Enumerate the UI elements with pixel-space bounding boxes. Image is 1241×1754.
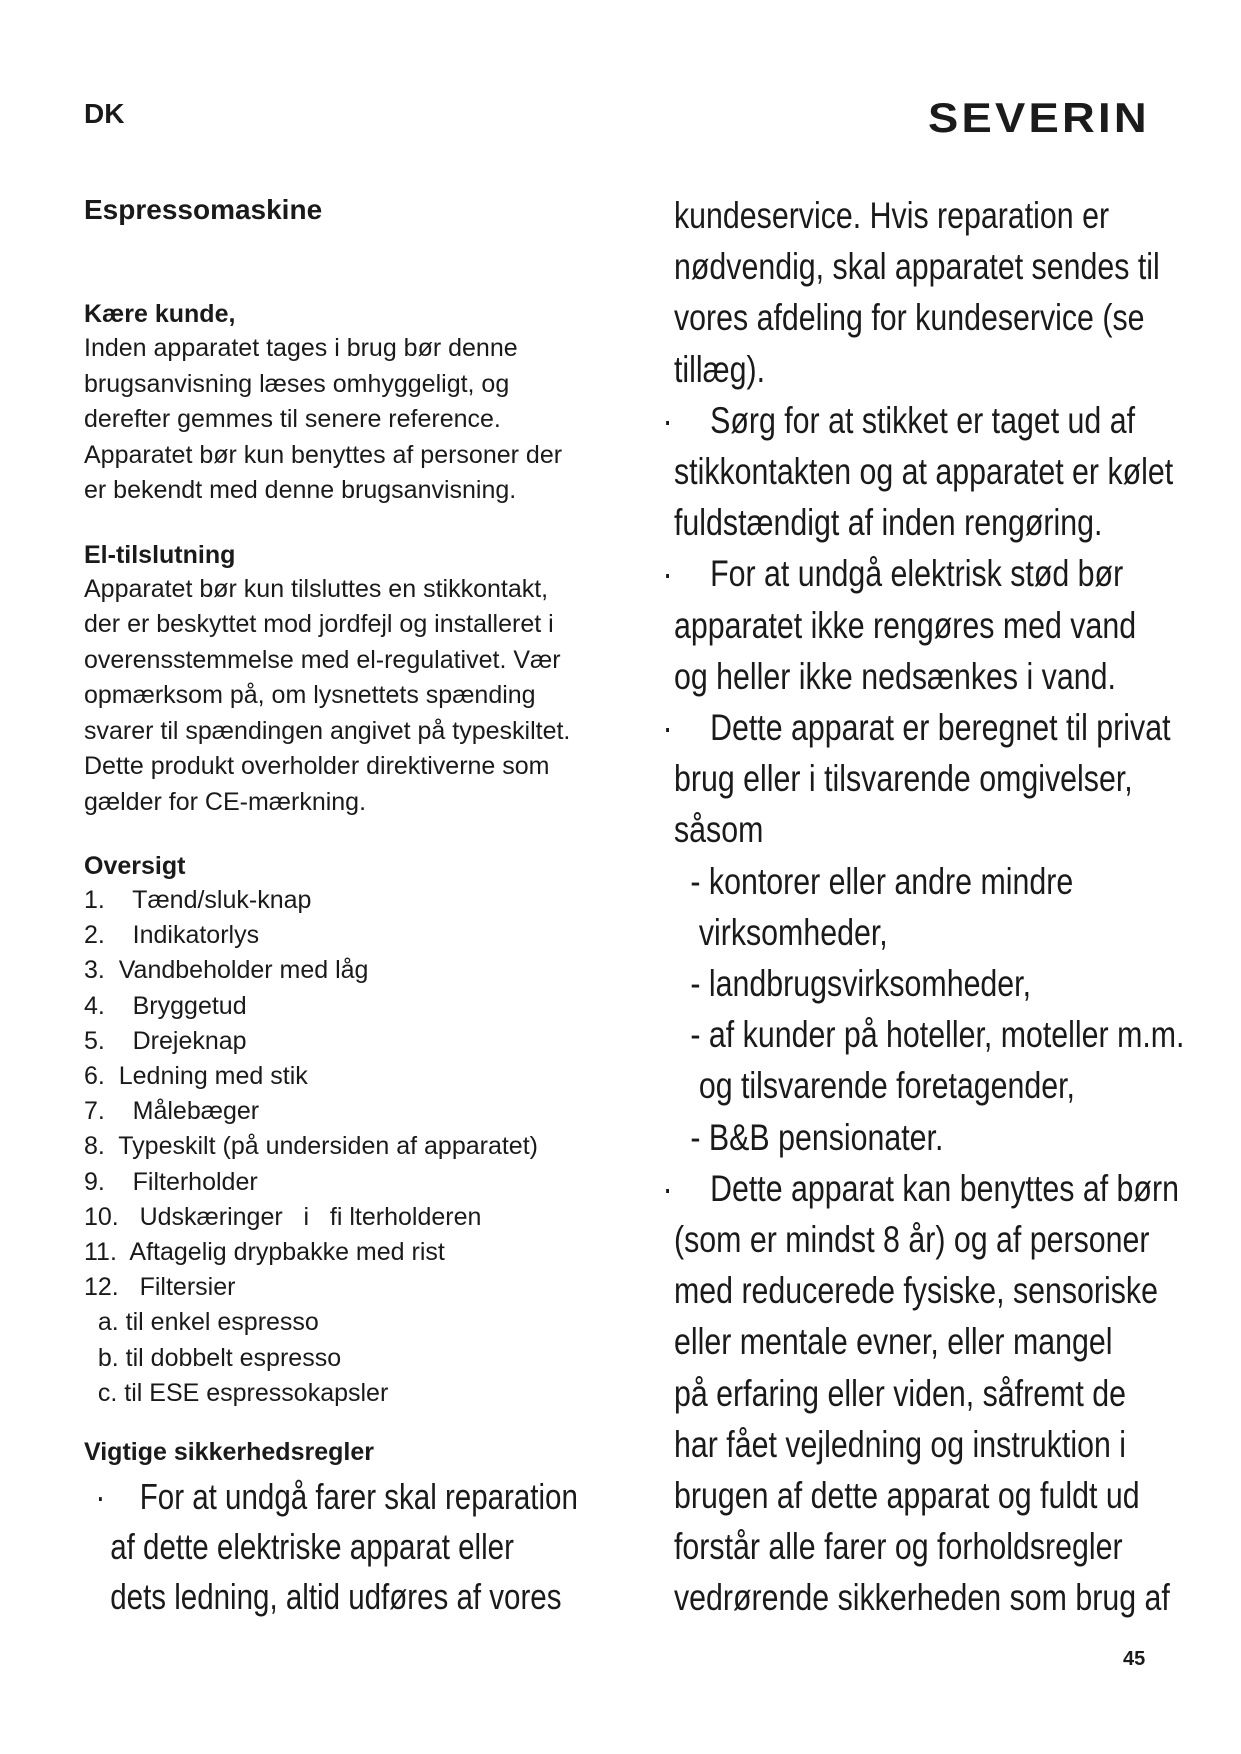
text-line: og tilsvarende foretagender, [690, 1065, 1075, 1107]
text-line: dets ledning, altid udføres af vores [110, 1576, 562, 1618]
list-item: 8. Typeskilt (på undersiden af apparatet) [84, 1132, 538, 1161]
text-line: overensstemmelse med el-regulativet. Vær [84, 645, 561, 674]
text-line: på erfaring eller viden, såfremt de [674, 1372, 1126, 1414]
text-line: med reducerede fysiske, sensoriske [674, 1270, 1158, 1312]
list-item: 7. Målebæger [84, 1097, 260, 1126]
text-line: af dette elektriske apparat eller [110, 1526, 514, 1568]
text-line: Dette produkt overholder direktiverne som [84, 752, 550, 780]
list-item: 5. Drejeknap [84, 1026, 247, 1055]
bullet-icon: · [662, 707, 673, 749]
text-line: er bekendt med denne brugsanvisning. [84, 476, 517, 504]
list-item: 12. Filtersier [84, 1273, 236, 1302]
bullet-line: · Dette apparat er beregnet til privat [674, 702, 1182, 753]
safety-bullet-1 [84, 1472, 643, 1622]
overview-list [84, 883, 604, 1411]
text-line: - af kunder på hoteller, moteller m.m. [690, 1014, 1185, 1056]
bullet-line: · Dette apparat kan benyttes af børn [674, 1163, 1182, 1214]
list-item: 10. Udskæringer i fi lterholderen [84, 1202, 482, 1231]
greeting-heading: Kære kunde, [84, 300, 236, 328]
text-line: Apparatet bør kun tilsluttes en stikkontakt, [84, 574, 549, 603]
text-line: svarer til spændingen angivet på typeskiltet. [84, 716, 571, 745]
text-line: vores afdeling for kundeservice (se [674, 297, 1145, 339]
brand-logo: SEVERIN [928, 94, 1150, 141]
text-line: brug eller i tilsvarende omgivelser, [674, 758, 1133, 800]
text-line: Inden apparatet tages i brug bør denne [84, 334, 518, 362]
safety-heading: Vigtige sikkerhedsregler [84, 1438, 374, 1467]
greeting-paragraph [84, 331, 604, 509]
text-line: apparatet ikke rengøres med vand [674, 604, 1137, 646]
text-line: kundeservice. Hvis reparation er [674, 195, 1110, 236]
text-line: For at undgå farer skal reparation [139, 1476, 578, 1518]
text-line: brugen af dette apparat og fuldt ud [674, 1475, 1140, 1517]
bullet-line: · For at undgå elektrisk stød bør [674, 548, 1182, 599]
page-number: 45 [1123, 1648, 1146, 1670]
list-item: 3. Vandbeholder med låg [84, 956, 369, 985]
left-column [84, 193, 604, 1622]
bullet-icon: · [95, 1476, 106, 1518]
text-line: eller mentale evner, eller mangel [674, 1321, 1113, 1363]
el-paragraph [84, 572, 604, 821]
bullet-icon: · [662, 1167, 673, 1209]
overview-heading: Oversigt [84, 852, 186, 880]
text-line: - landbrugsvirksomheder, [690, 963, 1032, 1005]
bullet-icon: · [662, 553, 673, 595]
el-heading: El-tilslutning [84, 540, 236, 569]
list-item: 4. Bryggetud [84, 991, 247, 1020]
list-item: b. til dobbelt espresso [84, 1343, 342, 1372]
list-item: c. til ESE espressokapsler [84, 1378, 389, 1407]
text-line: forstår alle farer og forholdsregler [674, 1526, 1123, 1568]
text-line: Apparatet bør kun benyttes af personer der [84, 440, 563, 469]
list-item: 6. Ledning med stik [84, 1062, 308, 1091]
text-line: stikkontakten og at apparatet er kølet [674, 451, 1174, 493]
text-line: fuldstændigt af inden rengøring. [674, 502, 1103, 544]
text-line: nødvendig, skal apparatet sendes til [674, 246, 1160, 288]
text-line: såsom [674, 809, 764, 851]
text-line: derefter gemmes til senere reference. [84, 405, 501, 433]
bullet-line: · Sørg for at stikket er taget ud af [674, 395, 1182, 446]
text-line: og heller ikke nedsænkes i vand. [674, 655, 1116, 697]
list-item: 2. Indikatorlys [84, 921, 260, 950]
text-line: brugsanvisning læses omhyggeligt, og [84, 369, 510, 398]
text-line: - B&B pensionater. [690, 1116, 944, 1158]
text-line: har fået vejledning og instruktion i [674, 1423, 1127, 1465]
list-item: a. til enkel espresso [84, 1308, 319, 1337]
text-line: virksomheder, [690, 911, 888, 953]
list-item: 1. Tænd/sluk-knap [84, 886, 312, 914]
text-line: (som er mindst 8 år) og af personer [674, 1219, 1150, 1261]
bullet-icon: · [662, 399, 673, 441]
text-line: gælder for CE-mærkning. [84, 787, 367, 816]
text-line: tillæg). [674, 348, 766, 390]
text-line: opmærksom på, om lysnettets spænding [84, 681, 536, 709]
text-line: vedrørende sikkerheden som brug af [674, 1577, 1170, 1619]
page-title: Espressomaskine [84, 194, 323, 225]
right-column [662, 190, 1185, 1624]
text-line: der er beskyttet mod jordfejl og installeret i [84, 610, 554, 638]
language-code: DK [84, 98, 125, 129]
list-item: 9. Filterholder [84, 1167, 258, 1196]
text-line: - kontorer eller andre mindre [690, 860, 1074, 902]
list-item: 11. Aftagelig drypbakke med rist [84, 1238, 445, 1267]
